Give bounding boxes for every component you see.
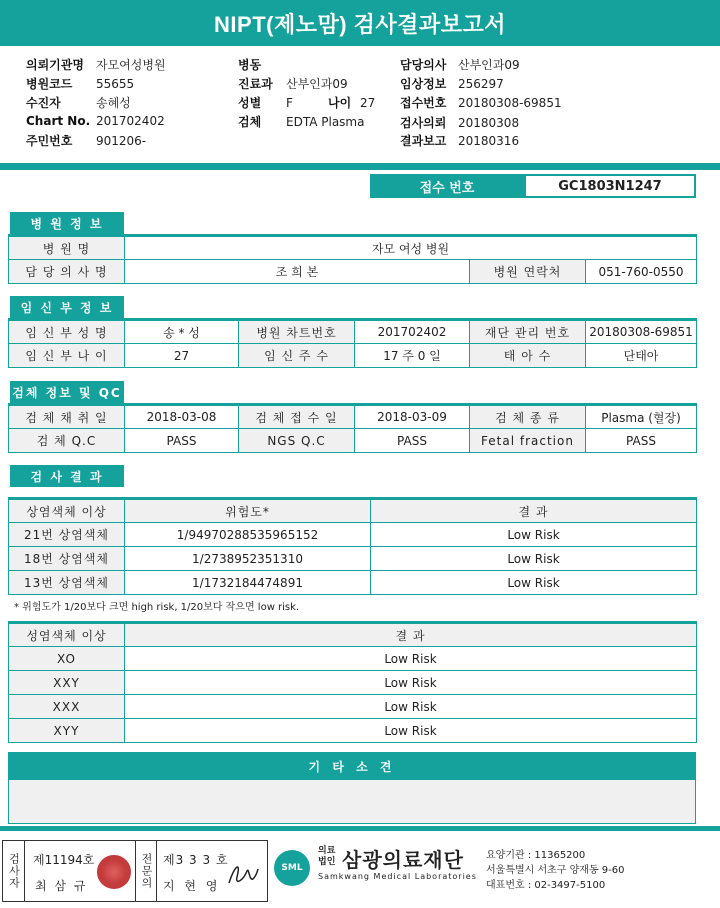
column-header: 상염색체 이상 [9, 499, 125, 523]
section-title-result: 검 사 결 과 [10, 465, 124, 487]
cell-value: 1/94970288535965152 [125, 523, 371, 547]
org-phone: 대표번호 : 02-3497-5100 [486, 880, 606, 891]
examiner-label: 검사자 [7, 853, 21, 889]
info-label: 주민번호 [26, 134, 73, 148]
info-label: 의뢰기관명 [26, 58, 84, 72]
cell-value: 17 주 0 일 [355, 344, 470, 368]
patient-info-table [8, 318, 697, 368]
org-name: 삼광의료재단 [342, 848, 464, 872]
cell-label: 병원 연락처 [470, 260, 586, 284]
table-row [9, 523, 697, 547]
info-value: F [286, 96, 293, 110]
info-label: 임상정보 [400, 77, 447, 91]
info-label: 병원코드 [26, 77, 73, 91]
cell-label: 검 체 종 류 [470, 405, 586, 429]
cell-value: PASS [355, 429, 470, 453]
signature-box [2, 840, 268, 902]
cell-label: Fetal fraction [470, 429, 586, 453]
info-value: 256297 [458, 77, 504, 91]
info-label: 성별 [238, 96, 262, 110]
specialist-label: 전문의 [140, 853, 153, 889]
info-value: 27 [360, 96, 376, 110]
sex-chromosome-result-table [8, 621, 697, 743]
cell-value: Plasma (혈장) [586, 405, 697, 429]
column-header: 성염색체 이상 [9, 623, 125, 647]
table-row [9, 547, 697, 571]
autosome-result-table [8, 497, 697, 595]
cell-value: 27 [125, 344, 239, 368]
sml-logo-icon: SML [274, 850, 310, 886]
info-label: 접수번호 [400, 96, 447, 110]
examiner-name: 최 삼 규 [35, 879, 88, 893]
cell-value: 조 희 본 [125, 260, 470, 284]
cell-value: 1/2738952351310 [125, 547, 371, 571]
accession-value: GC1803N1247 [524, 174, 696, 198]
cell-label: 병원 차트번호 [239, 320, 355, 344]
other-findings-body [8, 780, 696, 824]
signature-icon [225, 857, 261, 891]
report-title: NIPT(제노맘) 검사결과보고서 [0, 0, 720, 46]
examiner-license: 제11194호 [33, 853, 95, 867]
info-value: 201702402 [96, 114, 165, 128]
column-header: 위험도* [125, 499, 371, 523]
cell-value: Low Risk [371, 523, 697, 547]
cell-label: XXY [9, 671, 125, 695]
cell-label: 검 체 채 취 일 [9, 405, 125, 429]
org-english-name: Samkwang Medical Laboratories [318, 872, 477, 881]
info-label: 검체 [238, 115, 262, 129]
info-value: 20180308 [458, 116, 520, 130]
info-value: 송혜성 [96, 96, 131, 110]
section-title-specimen: 검체 정보 및 QC [10, 381, 124, 403]
info-value: EDTA Plasma [286, 115, 365, 129]
risk-note: * 위험도가 1/20보다 크면 high risk, 1/20보다 작으면 low risk. [14, 602, 300, 613]
cell-label: XXX [9, 695, 125, 719]
cell-value: Low Risk [125, 719, 697, 743]
info-label: 진료과 [238, 77, 273, 91]
cell-value: 2018-03-08 [125, 405, 239, 429]
cell-label: 담 당 의 사 명 [9, 260, 125, 284]
cell-label: 검 체 Q.C [9, 429, 125, 453]
footer [0, 832, 720, 908]
cell-value: PASS [586, 429, 697, 453]
cell-value: 단태아 [586, 344, 697, 368]
info-label: Chart No. [26, 114, 91, 128]
specialist-license: 제3 3 3 호 [163, 853, 229, 867]
cell-value: Low Risk [125, 647, 697, 671]
cell-value: Low Risk [125, 671, 697, 695]
patient-info-header [0, 52, 720, 164]
specimen-info-table [8, 403, 697, 453]
cell-value: Low Risk [371, 547, 697, 571]
cell-label: 병 원 명 [9, 236, 125, 260]
info-label: 나이 [328, 96, 352, 110]
column-header: 결 과 [371, 499, 697, 523]
cell-value: 201702402 [355, 320, 470, 344]
specialist-name: 지 현 영 [163, 879, 221, 893]
cell-label: NGS Q.C [239, 429, 355, 453]
cell-label: 임 신 부 나 이 [9, 344, 125, 368]
info-value: 산부인과09 [458, 58, 520, 72]
cell-label: 임 신 부 성 명 [9, 320, 125, 344]
table-row [9, 719, 697, 743]
table-row [9, 695, 697, 719]
info-value: 55655 [96, 77, 135, 91]
info-value: 자모여성병원 [96, 58, 166, 72]
cell-value: Low Risk [125, 695, 697, 719]
table-row [9, 571, 697, 595]
cell-value: 20180308-69851 [586, 320, 697, 344]
org-prefix [318, 846, 335, 868]
org-prefix-line: 의료 [318, 846, 336, 856]
cell-label: 임 신 주 수 [239, 344, 355, 368]
cell-value: PASS [125, 429, 239, 453]
other-findings-title: 기 타 소 견 [8, 752, 696, 780]
cell-value: 051-760-0550 [586, 260, 697, 284]
cell-value: Low Risk [371, 571, 697, 595]
cell-label: 검 체 접 수 일 [239, 405, 355, 429]
cell-value: 송 * 성 [125, 320, 239, 344]
section-title-hospital: 병 원 정 보 [10, 212, 124, 234]
cell-label: 18번 상염색체 [9, 547, 125, 571]
footer-divider [0, 826, 720, 831]
cell-label: XO [9, 647, 125, 671]
examiner-seal-stamp [97, 855, 131, 889]
info-label: 수진자 [26, 96, 61, 110]
info-value: 901206- [96, 134, 147, 148]
cell-value: 1/1732184474891 [125, 571, 371, 595]
info-label: 담당의사 [400, 58, 447, 72]
cell-label: 재단 관리 번호 [470, 320, 586, 344]
info-label: 병동 [238, 58, 262, 72]
cell-label: XYY [9, 719, 125, 743]
table-row [9, 671, 697, 695]
info-label: 검사의뢰 [400, 116, 447, 130]
hospital-info-table [8, 234, 697, 284]
column-header: 결 과 [125, 623, 697, 647]
info-value: 20180316 [458, 134, 520, 148]
org-code: 요양기관 : 11365200 [486, 850, 586, 861]
org-address: 서울특별시 서초구 양재동 9-60 [486, 865, 625, 876]
cell-value: 자모 여성 병원 [125, 236, 697, 260]
header-divider [0, 163, 720, 170]
cell-value: 2018-03-09 [355, 405, 470, 429]
cell-label: 21번 상염색체 [9, 523, 125, 547]
table-row [9, 647, 697, 671]
cell-label: 태 아 수 [470, 344, 586, 368]
accession-label: 접수 번호 [370, 174, 524, 198]
cell-label: 13번 상염색체 [9, 571, 125, 595]
org-prefix-line: 법인 [318, 857, 336, 867]
section-title-patient: 임 신 부 정 보 [10, 296, 124, 318]
info-value: 산부인과09 [286, 77, 348, 91]
info-value: 20180308-69851 [458, 96, 562, 110]
info-label: 결과보고 [400, 134, 447, 148]
